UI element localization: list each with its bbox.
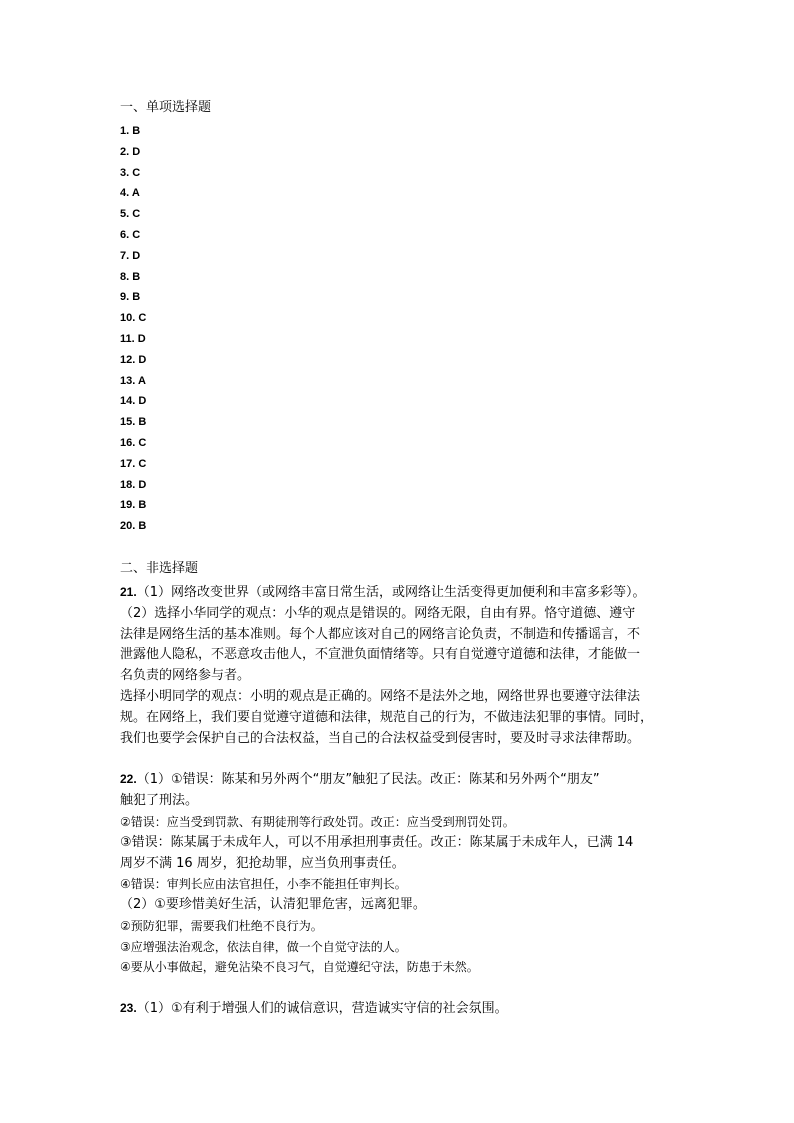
answer-line: ③应增强法治观念，依法自律，做一个自觉守法的人。 xyxy=(120,939,407,954)
answer-line: ③错误：陈某属于未成年人，可以不用承担刑事责任。改正：陈某属于未成年人，已满 14 xyxy=(120,834,634,850)
multiple-choice-answers xyxy=(120,121,680,537)
answer-line: 法律是网络生活的基本准则。每个人都应该对自己的网络言论负责，不制造和传播谣言，不 xyxy=(120,626,641,642)
answer-item: 6. C xyxy=(120,228,141,241)
answer-text: （1）①有利于增强人们的诚信意识，营造诚实守信的社会氛围。 xyxy=(136,1001,508,1017)
answer-line: ④错误：审判长应由法官担任，小李不能担任审判长。 xyxy=(120,877,407,892)
question-23-first-line xyxy=(120,998,680,1020)
answer-text: （1）网络改变世界（或网络丰富日常生活，或网络让生活变得更加便利和丰富多彩等）。 xyxy=(136,584,646,600)
answer-item: 15. B xyxy=(120,416,147,429)
question-22-answer xyxy=(120,769,680,978)
answer-item: 1. B xyxy=(120,125,141,137)
answer-item: 9. B xyxy=(120,291,141,304)
answer-item: 20. B xyxy=(120,520,147,533)
answer-line: 选择小明同学的观点：小明的观点是正确的。网络不是法外之地，网络世界也要遵守法律法 xyxy=(120,688,641,704)
question-number: 22. xyxy=(120,772,137,787)
answer-item: 4. A xyxy=(120,187,140,200)
answer-item: 12. D xyxy=(120,353,147,366)
answer-line: 我们也要学会保护自己的合法权益，当自己的合法权益受到侵害时，要及时寻求法律帮助。 xyxy=(120,730,641,746)
answer-line: 触犯了刑法。 xyxy=(120,793,199,809)
question-number: 23. xyxy=(120,1001,137,1016)
answer-line: ②错误：应当受到罚款、有期徒刑等行政处罚。改正：应当受到刑罚处罚。 xyxy=(120,814,515,829)
answer-line: ④要从小事做起，避免沾染不良习气，自觉遵纪守法，防患于未然。 xyxy=(120,960,479,975)
answer-line: （2）选择小华同学的观点：小华的观点是错误的。网络无限，自由有界。恪守道德、遵守 xyxy=(120,605,636,621)
answer-line: 规。在网络上，我们要自觉遵守道德和法律，规范自己的行为，不做违法犯罪的事情。同时， xyxy=(120,709,654,725)
question-21-answer xyxy=(120,582,680,749)
section-spacer xyxy=(120,537,680,561)
question-21-first-line xyxy=(120,582,680,604)
answer-item: 2. D xyxy=(120,145,141,158)
answer-line: 周岁不满 16 周岁，犯抢劫罪，应当负刑事责任。 xyxy=(120,855,405,871)
answer-item: 10. C xyxy=(120,312,147,325)
answer-line: ②预防犯罪，需要我们杜绝不良行为。 xyxy=(120,918,323,933)
question-23-answer xyxy=(120,998,680,1020)
answer-line: 名负责的网络参与者。 xyxy=(120,668,251,684)
question-number: 21. xyxy=(120,584,137,599)
answer-key-content xyxy=(120,100,680,1040)
section-heading-non-choice: 二、非选择题 xyxy=(120,560,199,576)
answer-item: 16. C xyxy=(120,436,147,449)
answer-item: 14. D xyxy=(120,395,147,408)
question-22-first-line xyxy=(120,769,680,791)
answer-item: 19. B xyxy=(120,499,147,512)
answer-item: 18. D xyxy=(120,478,147,491)
answer-item: 7. D xyxy=(120,249,141,262)
answer-item: 5. C xyxy=(120,208,141,221)
answer-item: 3. C xyxy=(120,166,141,179)
answer-item: 13. A xyxy=(120,374,146,387)
answer-line: 泄露他人隐私，不恶意攻击他人，不宣泄负面情绪等。只有自觉遵守道德和法律，才能做一 xyxy=(120,647,641,663)
answer-line: （2）①要珍惜美好生活，认清犯罪危害，远离犯罪。 xyxy=(120,897,426,913)
answer-item: 11. D xyxy=(120,332,146,345)
section-heading-multiple-choice: 一、单项选择题 xyxy=(120,100,212,115)
answer-item: 8. B xyxy=(120,270,141,283)
answer-item: 17. C xyxy=(120,457,147,470)
answer-text: （1）①错误：陈某和另外两个“朋友”触犯了民法。改正：陈某和另外两个“朋友” xyxy=(136,772,600,788)
